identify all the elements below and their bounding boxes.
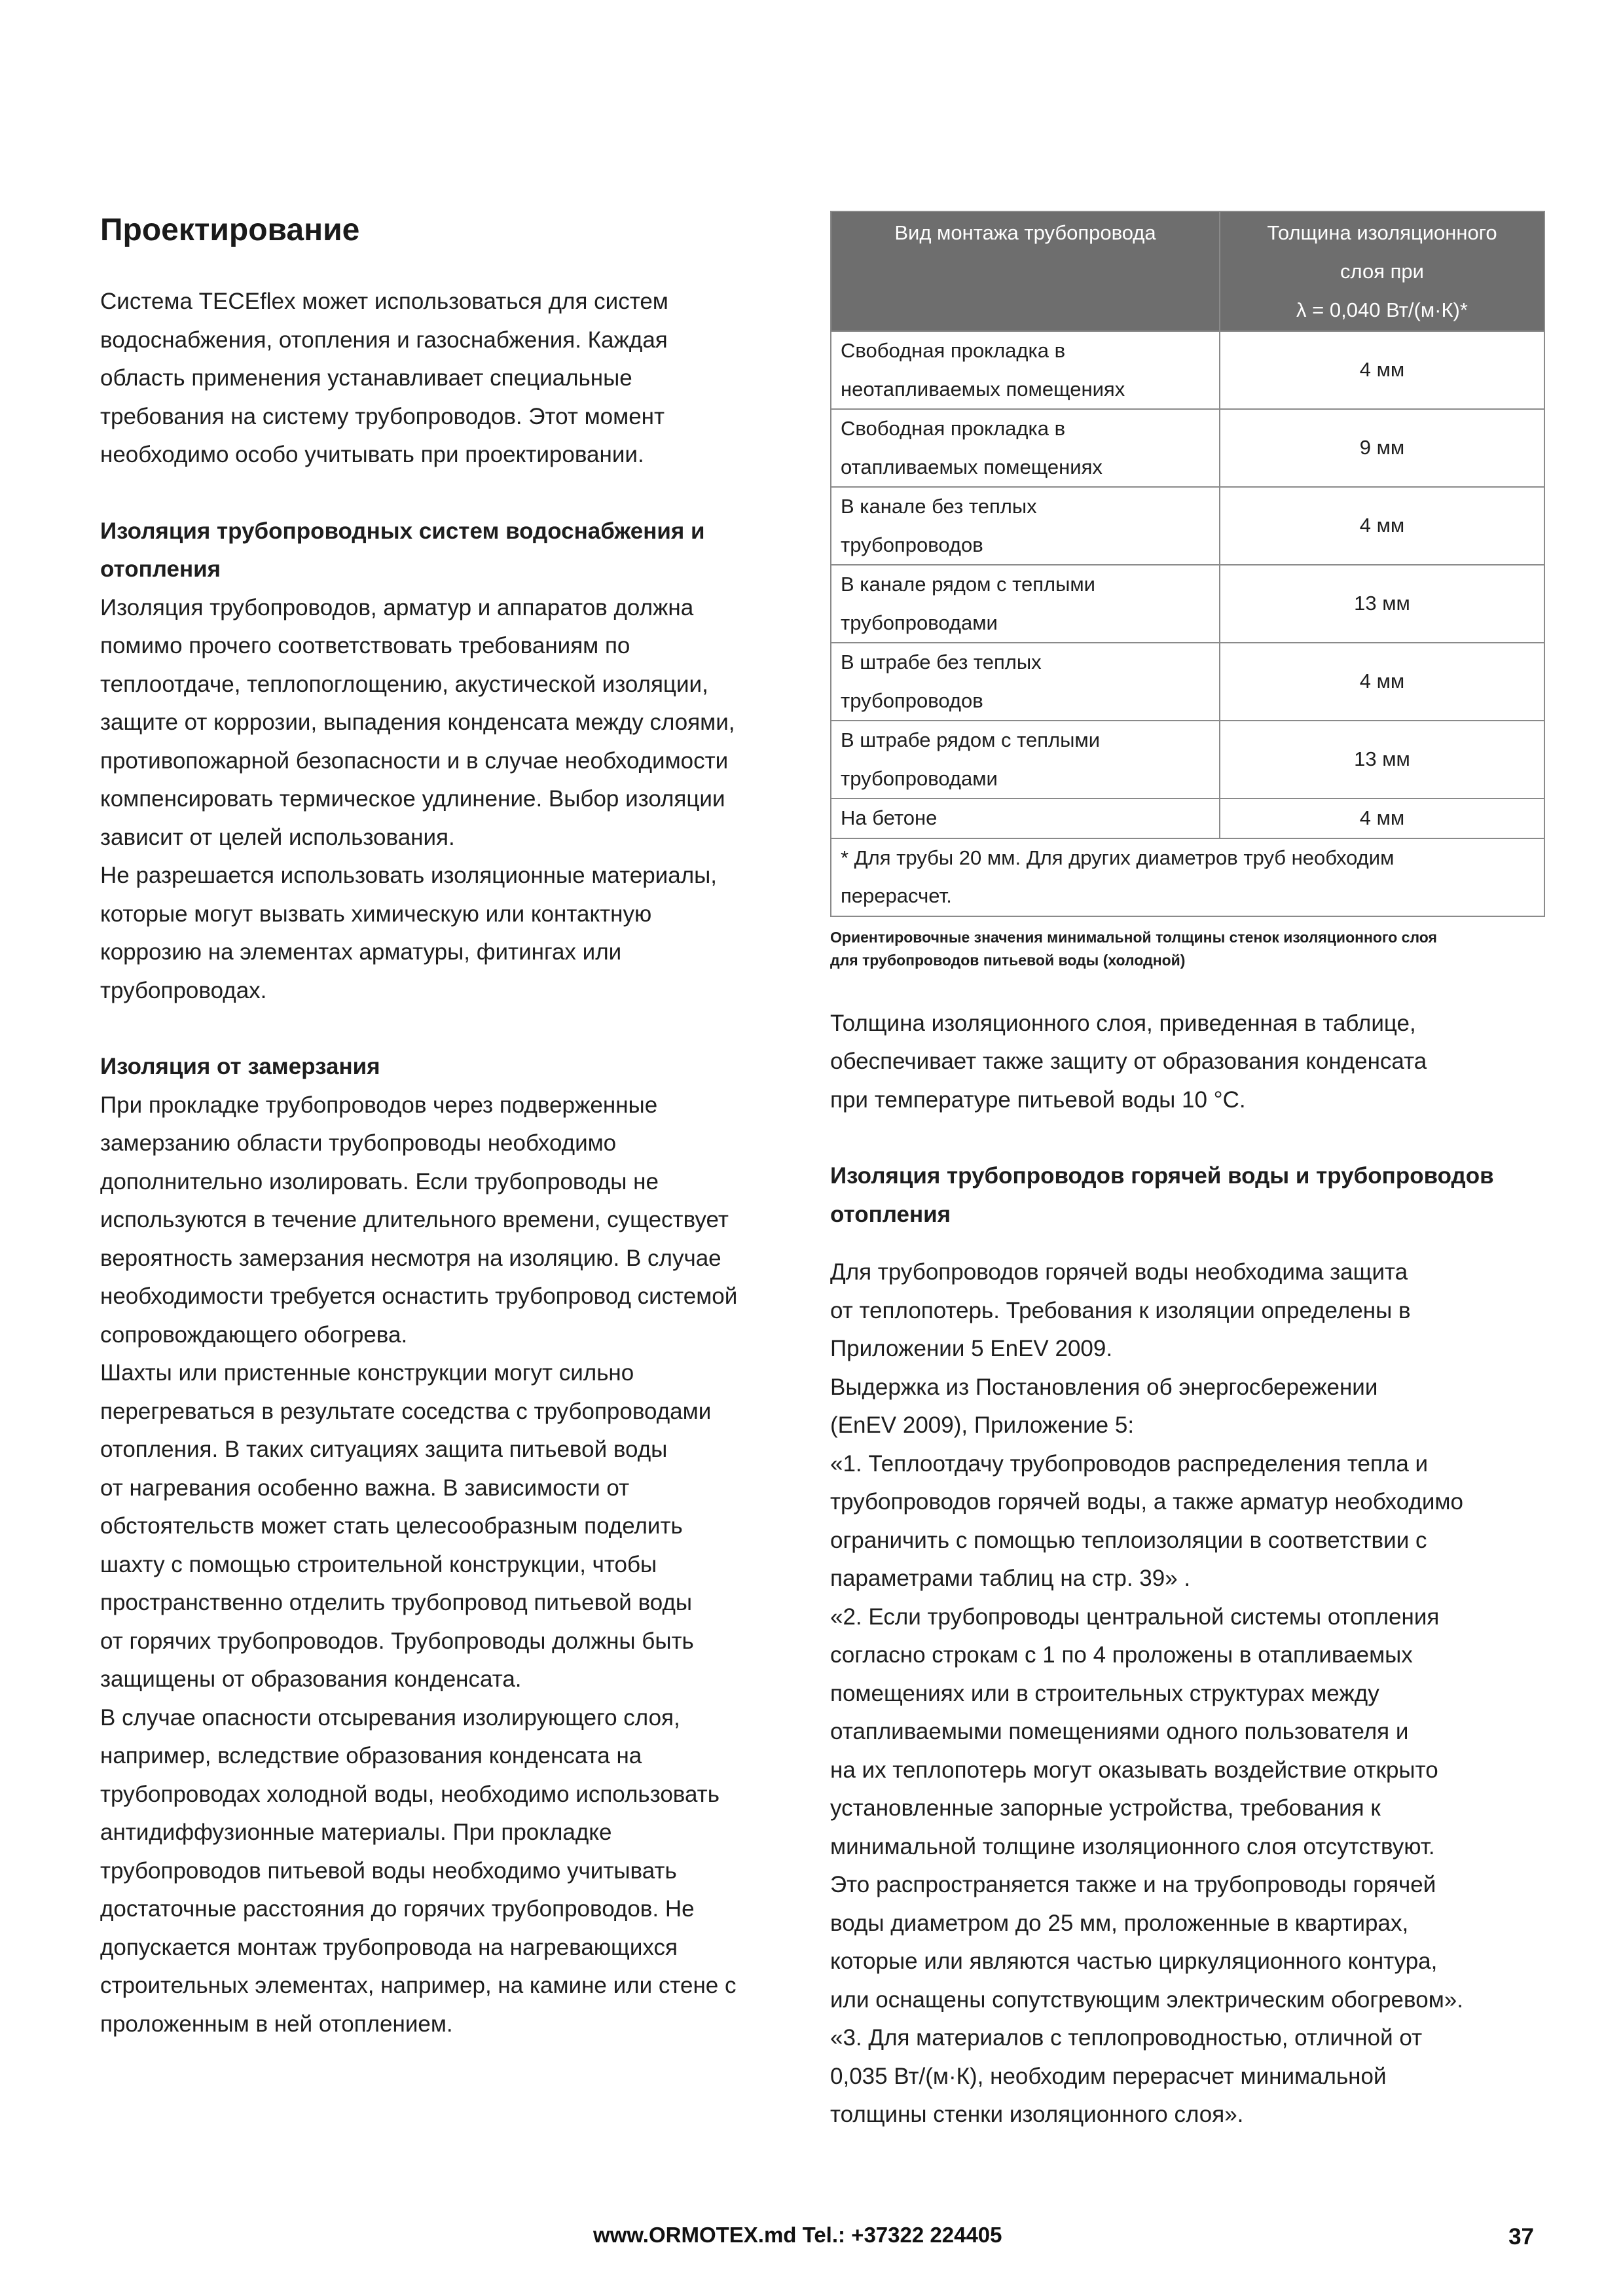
text-line: перегреваться в результате соседства с трубопроводами [100,1398,712,1424]
right-column [830,211,1545,2134]
table-row [831,409,1544,487]
text-line: ограничить с помощью теплоизоляции в соответствии с [830,1527,1427,1553]
text-line: Не разрешается использовать изоляционные материалы, [100,863,717,888]
text-line: компенсировать термическое удлинение. Выбор изоляции [100,786,725,812]
text-line: защите от коррозии, выпадения конденсата между слоями, [100,709,735,735]
text-line: толщины стенки изоляционного слоя». [830,2102,1244,2127]
text-line: достаточные расстояния до горячих трубопроводов. Не [100,1896,695,1922]
row-label: Свободная прокладка в отапливаемых помещениях [831,409,1220,487]
text-line: трубопроводов питьевой воды необходимо учитывать [100,1857,677,1884]
text-line: параметрами таблиц на стр. 39» . [830,1566,1191,1591]
row-value: 9 мм [1220,409,1544,487]
text-line: помимо прочего соответствовать требованиям по [100,633,630,658]
table-footnote: * Для трубы 20 мм. Для других диаметров труб необходим перерасчет. [831,838,1544,916]
text-line: вероятность замерзания несмотря на изоляцию. В случае [100,1245,721,1271]
page-number: 37 [1508,2224,1534,2250]
text-line: на их теплопотерь могут оказывать воздействие открыто [830,1757,1438,1783]
text-line: пространственно отделить трубопровод питьевой воды [100,1590,693,1615]
text-line: дополнительно изолировать. Если трубопроводы не [100,1168,659,1194]
text-line: трубопроводах. [100,977,267,1003]
text-line: допускается монтаж трубопровода на нагревающихся [100,1934,678,1960]
section-hot-water-insulation [830,1157,1545,2134]
row-value: 4 мм [1220,643,1544,721]
text-line: от нагревания особенно важна. В зависимости от [100,1475,630,1501]
section-freeze-insulation [100,1048,811,2043]
text-line: обстоятельств может стать целесообразным поделить [100,1513,683,1539]
left-column [100,211,811,2043]
text-line: (EnEV 2009), Приложение 5: [830,1412,1135,1438]
row-label: В канале без теплых трубопроводов [831,487,1220,565]
row-label: В канале рядом с теплыми трубопроводами [831,565,1220,643]
row-value: 4 мм [1220,331,1544,409]
text-line: антидиффузионные материалы. При прокладке [100,1820,612,1845]
table-row [831,643,1544,721]
text-line: трубопроводах холодной воды, необходимо использовать [100,1781,720,1807]
text-line: при температуре питьевой воды 10 °С. [830,1086,1246,1113]
text-line: зависит от целей использования. [100,824,455,850]
row-label: В штрабе без теплых трубопроводов [831,643,1220,721]
text-line: область применения устанавливает специальные [100,365,632,391]
text-line: строительных элементах, например, на камине или стене с [100,1973,737,1998]
text-line: сопровождающего обогрева. [100,1321,408,1348]
section-insulation-water-heating [100,512,811,1011]
row-label: В штрабе рядом с теплыми трубопроводами [831,721,1220,798]
text-line: Это распространяется также и на трубопроводы горячей [830,1872,1436,1897]
insulation-thickness-table [830,211,1545,917]
text-line: Толщина изоляционного слоя, приведенная в таблице, [830,1010,1416,1036]
table-row [831,721,1544,798]
text-line: Изоляция трубопроводов, арматур и аппаратов должна [100,594,694,620]
table-row [831,331,1544,409]
text-line: установленные запорные устройства, требования к [830,1795,1381,1821]
text-line: «2. Если трубопроводы центральной системы отопления [830,1604,1440,1630]
text-line: от горячих трубопроводов. Трубопроводы должны быть [100,1628,694,1654]
text-line: которые могут вызвать химическую или контактную [100,901,652,927]
table-header-row [831,211,1544,331]
table-note-row [831,838,1544,916]
text-line: например, вследствие образования конденсата на [100,1743,642,1768]
header-installation-type: Вид монтажа трубопровода [831,211,1220,331]
text-line: минимальной толщине изоляционного слоя отсутствуют. [830,1833,1435,1859]
text-line: необходимо особо учитывать при проектировании. [100,442,644,467]
text-line: воды диаметром до 25 мм, проложенные в квартирах, [830,1910,1409,1936]
table-row [831,798,1544,838]
text-line: которые или являются частью циркуляционного контура, [830,1948,1438,1974]
section-heading: Изоляция трубопроводов горячей воды и трубопроводов отопления [830,1163,1494,1227]
text-line: защищены от образования конденсата. [100,1666,522,1692]
text-line: «1. Теплоотдачу трубопроводов распределения тепла и [830,1450,1429,1477]
text-line: Для трубопроводов горячей воды необходима защита [830,1259,1408,1285]
text-line: от теплопотерь. Требования к изоляции определены в [830,1297,1411,1323]
text-line: обеспечивает также защиту от образования конденсата [830,1049,1427,1074]
text-line: 0,035 Вт/(м·К), необходим перерасчет минимальной [830,2063,1387,2089]
footer-contact[interactable]: www.ORMOTEX.md Tel.: +37322 224405 [593,2223,1002,2247]
row-label: На бетоне [831,798,1220,838]
text-line: противопожарной безопасности и в случае необходимости [100,747,729,774]
text-line: При прокладке трубопроводов через подверженные [100,1092,658,1118]
row-value: 13 мм [1220,721,1544,798]
row-label: Свободная прокладка в неотапливаемых помещениях [831,331,1220,409]
page-title: Проектирование [100,213,360,247]
text-line: используются в течение длительного времени, существует [100,1207,729,1232]
text-line: проложенным в ней отоплением. [100,2011,453,2037]
text-line: шахту с помощью строительной конструкции, чтобы [100,1551,657,1577]
text-line: Система TECEflex может использоваться для систем [100,289,668,314]
text-line: замерзанию области трубопроводы необходимо [100,1130,617,1156]
text-line: Шахты или пристенные конструкции могут сильно [100,1360,634,1386]
table-row [831,565,1544,643]
header-insulation-thickness: Толщина изоляционного слоя при λ = 0,040 Вт/(м·К)* [1220,211,1544,331]
text-line: Приложении 5 EnEV 2009. [830,1336,1113,1361]
section-heading: Изоляция от замерзания [100,1054,380,1079]
text-line: «3. Для материалов с теплопроводностью, отличной от [830,2025,1423,2051]
text-line: требования на систему трубопроводов. Этот момент [100,403,665,429]
row-value: 4 мм [1220,798,1544,838]
text-line: помещениях или в строительных структурах между [830,1680,1379,1706]
text-line: согласно строкам с 1 по 4 проложены в отапливаемых [830,1642,1413,1668]
section-heading: Изоляция трубопроводных систем водоснабжения и отопления [100,518,705,582]
text-line: коррозию на элементах арматуры, фитингах или [100,939,622,965]
row-value: 13 мм [1220,565,1544,643]
text-line: В случае опасности отсыревания изолирующего слоя, [100,1704,680,1731]
text-line: теплоотдаче, теплопоглощению, акустической изоляции, [100,671,708,697]
text-line: отапливаемыми помещениями одного пользователя и [830,1719,1409,1744]
text-line: Выдержка из Постановления об энергосбережении [830,1374,1378,1400]
after-table-paragraph [830,1005,1545,1120]
row-value: 4 мм [1220,487,1544,565]
text-line: трубопроводов горячей воды, а также арматур необходимо [830,1489,1463,1515]
text-line: необходимости требуется оснастить трубопровод системой [100,1283,738,1309]
intro-paragraph [100,283,811,475]
table-caption: Ориентировочные значения минимальной толщины стенок изоляционного слоя для трубопроводов питьевой воды (холодной) [830,928,1437,969]
text-line: отопления. В таких ситуациях защита питьевой воды [100,1437,668,1462]
text-line: водоснабжения, отопления и газоснабжения. Каждая [100,327,668,353]
text-line: или оснащены сопутствующим электрическим обогревом». [830,1986,1463,2013]
table-row [831,487,1544,565]
